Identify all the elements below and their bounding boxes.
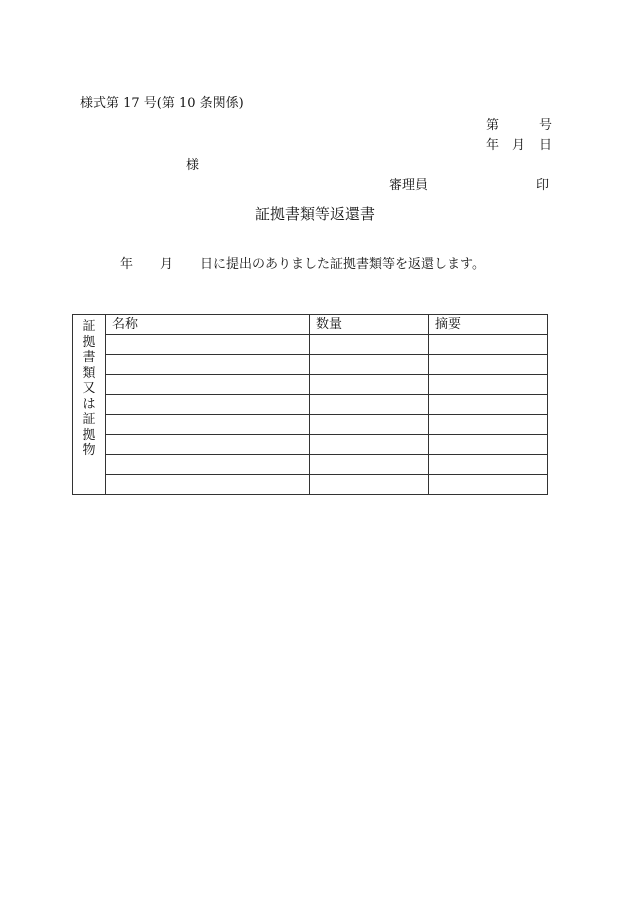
body-year-label: 年 (120, 257, 134, 272)
table-row (73, 475, 548, 495)
remarks-cell[interactable] (429, 335, 548, 355)
date-day-label: 日 (539, 138, 553, 153)
remarks-cell[interactable] (429, 455, 548, 475)
name-cell[interactable] (106, 375, 310, 395)
name-cell[interactable] (106, 335, 310, 355)
name-cell[interactable] (106, 475, 310, 495)
table-header-row (73, 315, 548, 335)
quantity-cell[interactable] (310, 355, 429, 375)
name-cell[interactable] (106, 455, 310, 475)
form-number: 様式第 17 号(第 10 条関係) (80, 96, 244, 111)
remarks-cell[interactable] (429, 355, 548, 375)
quantity-cell[interactable] (310, 435, 429, 455)
quantity-cell[interactable] (310, 395, 429, 415)
table-row (73, 455, 548, 475)
table-row (73, 395, 548, 415)
name-cell[interactable] (106, 435, 310, 455)
date-year-label: 年 (486, 138, 500, 153)
table-row (73, 355, 548, 375)
column-header-quantity: 数量 (310, 315, 429, 335)
date-month-label: 月 (512, 138, 526, 153)
remarks-cell[interactable] (429, 475, 548, 495)
remarks-cell[interactable] (429, 435, 548, 455)
quantity-cell[interactable] (310, 415, 429, 435)
body-month-label: 月 (160, 257, 174, 272)
document-title: 証拠書類等返還書 (254, 205, 375, 223)
table-row (73, 415, 548, 435)
column-header-name: 名称 (106, 315, 310, 335)
quantity-cell[interactable] (310, 335, 429, 355)
document-number-prefix: 第 (486, 118, 500, 133)
remarks-cell[interactable] (429, 375, 548, 395)
table-row (73, 435, 548, 455)
name-cell[interactable] (106, 415, 310, 435)
side-label-cell (73, 315, 106, 495)
seal-mark: 印 (536, 178, 550, 193)
evidence-table (72, 314, 548, 495)
remarks-cell[interactable] (429, 415, 548, 435)
quantity-cell[interactable] (310, 475, 429, 495)
column-header-remarks: 摘要 (429, 315, 548, 335)
body-sentence (120, 257, 485, 273)
remarks-cell[interactable] (429, 395, 548, 415)
body-text: 日に提出のありました証拠書類等を返還します。 (200, 257, 485, 272)
name-cell[interactable] (106, 355, 310, 375)
name-cell[interactable] (106, 395, 310, 415)
table-row (73, 375, 548, 395)
table-row (73, 335, 548, 355)
quantity-cell[interactable] (310, 375, 429, 395)
side-label: 証拠書類又は証拠物 (82, 319, 96, 458)
document-number-suffix: 号 (539, 118, 553, 133)
quantity-cell[interactable] (310, 455, 429, 475)
examiner-label: 審理員 (389, 178, 429, 193)
addressee-honorific: 様 (186, 158, 200, 173)
